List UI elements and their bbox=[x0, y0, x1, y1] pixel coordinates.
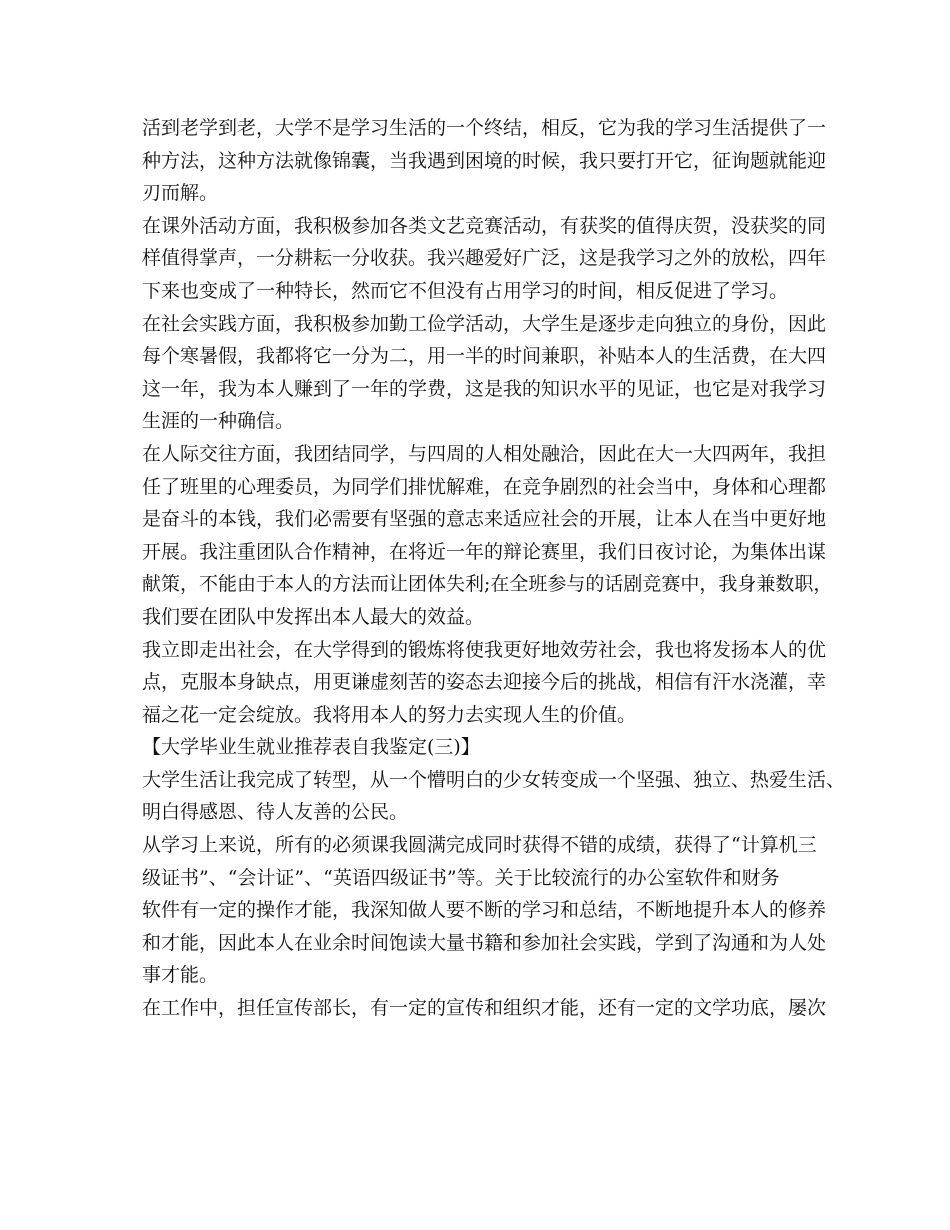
text-line: 下来也变成了一种特长，然而它不但没有占用学习的时间，相反促进了学习。 bbox=[142, 279, 789, 302]
text-line: 福之花一定会绽放。我将用本人的努力去实现人生的价值。 bbox=[142, 703, 637, 726]
document-body bbox=[142, 112, 846, 1025]
text-line: 是奋斗的本钱，我们必需要有坚强的意志来适应社会的开展，让本人在当中更好地 bbox=[142, 508, 827, 531]
text-line: 献策，不能由于本人的方法而让团体失利;在全班参与的话剧竞赛中，我身兼数职， bbox=[142, 573, 833, 596]
text-line: 在人际交往方面，我团结同学，与四周的人相处融洽，因此在大一大四两年，我担 bbox=[142, 442, 827, 465]
text-line: 软件有一定的操作才能，我深知做人要不断的学习和总结，不断地提升本人的修养 bbox=[142, 899, 827, 922]
text-line: 大学生活让我完成了转型，从一个懵明白的少女转变成一个坚强、独立、热爱生活、 bbox=[142, 768, 846, 791]
text-line: 样值得掌声，一分耕耘一分收获。我兴趣爱好广泛，这是我学习之外的放松，四年 bbox=[142, 247, 827, 270]
text-line: 刃而解。 bbox=[142, 182, 219, 205]
text-line: 我立即走出社会，在大学得到的锻炼将使我更好地效劳社会，我也将发扬本人的优 bbox=[142, 638, 827, 661]
text-line: 开展。我注重团队合作精神，在将近一年的辩论赛里，我们日夜讨论，为集体出谋 bbox=[142, 540, 827, 563]
text-line: 从学习上来说，所有的必须课我圆满完成同时获得不错的成绩，获得了“计算机三 bbox=[142, 834, 817, 857]
text-line: 活到老学到老，大学不是学习生活的一个终结，相反，它为我的学习生活提供了一 bbox=[142, 117, 827, 139]
text-line: 明白得感恩、待人友善的公民。 bbox=[142, 801, 409, 824]
text-line: 在社会实践方面，我积极参加勤工俭学活动，大学生是逐步走向独立的身份，因此 bbox=[142, 312, 827, 335]
text-line: 这一年，我为本人赚到了一年的学费，这是我的知识水平的见证，也它是对我学习 bbox=[142, 377, 827, 400]
text-line: 级证书”、“会计证”、“英语四级证书”等。关于比较流行的办公室软件和财务 bbox=[142, 866, 780, 889]
text-line: 事才能。 bbox=[142, 964, 219, 987]
text-line: 在课外活动方面，我积极参加各类文艺竞赛活动，有获奖的值得庆贺，没获奖的同 bbox=[142, 214, 827, 237]
text-line: 在工作中，担任宣传部长，有一定的宣传和组织才能，还有一定的文学功底，屡次 bbox=[142, 997, 827, 1020]
text-line: 点，克服本身缺点，用更谦虚刻苦的姿态去迎接今后的挑战，相信有汗水浇灌，幸 bbox=[142, 671, 827, 694]
text-line: 种方法，这种方法就像锦囊，当我遇到困境的时候，我只要打开它，征询题就能迎 bbox=[142, 149, 827, 172]
section-heading: 【大学毕业生就业推荐表自我鉴定(三)】 bbox=[142, 736, 480, 759]
text-line: 生涯的一种确信。 bbox=[142, 410, 295, 433]
text-line: 我们要在团队中发挥出本人最大的效益。 bbox=[142, 605, 485, 628]
text-line: 每个寒暑假，我都将它一分为二，用一半的时间兼职，补贴本人的生活费，在大四 bbox=[142, 345, 827, 368]
text-line: 和才能，因此本人在业余时间饱读大量书籍和参加社会实践，学到了沟通和为人处 bbox=[142, 931, 827, 954]
text-line: 任了班里的心理委员，为同学们排忧解难，在竞争剧烈的社会当中，身体和心理都 bbox=[142, 475, 827, 498]
